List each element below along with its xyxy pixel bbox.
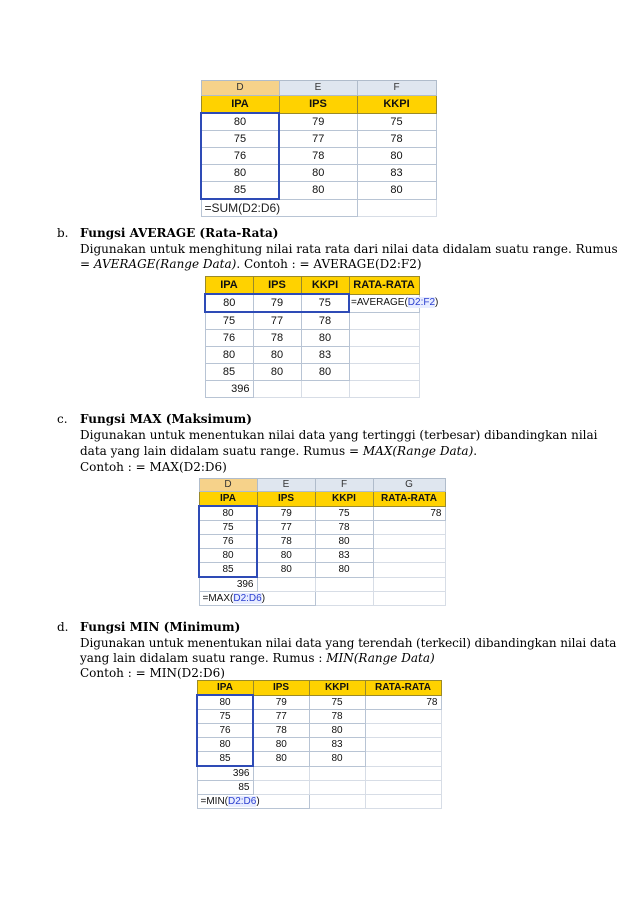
- header-cell-kkpi[interactable]: KKPI: [309, 681, 365, 696]
- empty-cell[interactable]: [349, 364, 419, 381]
- empty-cell[interactable]: [365, 710, 441, 724]
- data-cell[interactable]: 85: [197, 752, 253, 767]
- column-header-e[interactable]: E: [257, 479, 315, 492]
- section-c-line-3: Contoh : = MAX(D2:D6): [80, 460, 227, 474]
- formula-syntax: MIN(Range Data): [326, 651, 435, 665]
- data-cell[interactable]: 80: [357, 148, 436, 165]
- data-cell[interactable]: 77: [253, 312, 301, 330]
- empty-cell[interactable]: [349, 330, 419, 347]
- empty-cell[interactable]: [373, 535, 445, 549]
- sum-result-cell[interactable]: 396: [199, 577, 257, 592]
- empty-cell[interactable]: [373, 592, 445, 606]
- formula-cell[interactable]: [199, 592, 315, 606]
- data-cell[interactable]: 75: [301, 294, 349, 312]
- formula-syntax: MAX(Range Data): [362, 444, 474, 458]
- data-cell[interactable]: 80: [201, 113, 279, 131]
- header-cell-ips[interactable]: IPS: [253, 277, 301, 295]
- section-title-max: Fungsi MAX (Maksimum): [80, 412, 252, 426]
- data-cell[interactable]: 79: [253, 695, 309, 710]
- formula-function: =AVERAGE(: [351, 297, 408, 308]
- data-cell[interactable]: 75: [201, 131, 279, 148]
- text-segment: =: [80, 257, 94, 271]
- data-cell[interactable]: 77: [253, 710, 309, 724]
- list-marker-c: c.: [57, 412, 68, 426]
- data-cell[interactable]: 78: [309, 710, 365, 724]
- column-header-g[interactable]: G: [373, 479, 445, 492]
- section-d-line-3: Contoh : = MIN(D2:D6): [80, 666, 225, 680]
- data-cell[interactable]: 80: [201, 165, 279, 182]
- section-b-line-1: Digunakan untuk menghitung nilai rata rata dari nilai data didalam suatu range. Rumus: [80, 242, 618, 256]
- data-cell[interactable]: 75: [197, 710, 253, 724]
- section-d-line-2: [80, 650, 435, 666]
- section-title-average: Fungsi AVERAGE (Rata-Rata): [80, 226, 279, 240]
- data-cell[interactable]: 78: [301, 312, 349, 330]
- empty-cell[interactable]: [315, 577, 373, 592]
- data-cell[interactable]: 83: [301, 347, 349, 364]
- data-cell[interactable]: 75: [357, 113, 436, 131]
- formula-range: D2:F2: [407, 297, 436, 308]
- data-cell[interactable]: 80: [253, 364, 301, 381]
- data-cell[interactable]: 80: [309, 724, 365, 738]
- average-result-cell[interactable]: 78: [365, 695, 441, 710]
- empty-cell[interactable]: [309, 781, 365, 795]
- empty-cell[interactable]: [309, 766, 365, 781]
- column-header-e[interactable]: E: [279, 81, 357, 96]
- spreadsheet-average-image: [204, 276, 439, 406]
- formula-close: ): [261, 593, 266, 604]
- empty-cell[interactable]: [349, 347, 419, 364]
- data-cell[interactable]: 85: [205, 364, 253, 381]
- formula-function: =MAX(: [202, 593, 234, 604]
- data-cell[interactable]: 79: [253, 294, 301, 312]
- empty-cell[interactable]: [301, 381, 349, 398]
- data-cell[interactable]: 76: [205, 330, 253, 347]
- data-cell[interactable]: 85: [199, 563, 257, 578]
- data-cell[interactable]: 83: [315, 549, 373, 563]
- formula-close: ): [435, 297, 439, 308]
- data-cell[interactable]: 80: [205, 294, 253, 312]
- data-cell[interactable]: 76: [199, 535, 257, 549]
- data-cell[interactable]: 75: [199, 521, 257, 535]
- data-cell[interactable]: 78: [279, 148, 357, 165]
- spreadsheet-table: [198, 478, 446, 606]
- spreadsheet-min-image: [196, 680, 440, 812]
- max-result-cell[interactable]: 85: [197, 781, 253, 795]
- header-cell-rata-rata[interactable]: RATA-RATA: [373, 492, 445, 507]
- formula-range: D2:D6: [228, 796, 257, 807]
- list-marker-d: d.: [57, 620, 69, 634]
- data-cell[interactable]: 79: [279, 113, 357, 131]
- empty-cell[interactable]: [253, 381, 301, 398]
- empty-cell[interactable]: [373, 563, 445, 578]
- data-cell[interactable]: 76: [201, 148, 279, 165]
- empty-cell[interactable]: [365, 766, 441, 781]
- formula-range: D2:D6: [233, 593, 262, 604]
- data-cell[interactable]: 83: [357, 165, 436, 182]
- data-cell[interactable]: 76: [197, 724, 253, 738]
- section-b-line-2: [80, 256, 422, 272]
- header-cell-ipa[interactable]: IPA: [205, 277, 253, 295]
- data-cell[interactable]: 75: [315, 506, 373, 521]
- data-cell[interactable]: 80: [279, 182, 357, 200]
- data-cell[interactable]: 80: [357, 182, 436, 200]
- column-header-d[interactable]: D: [201, 81, 279, 96]
- data-cell[interactable]: 77: [257, 521, 315, 535]
- data-cell[interactable]: 80: [309, 752, 365, 767]
- section-d-line-1: Digunakan untuk menentukan nilai data yang terendah (terkecil) dibandingkan nilai data: [80, 636, 617, 650]
- data-cell[interactable]: 78: [315, 521, 373, 535]
- empty-cell[interactable]: [373, 549, 445, 563]
- empty-cell[interactable]: [373, 577, 445, 592]
- header-cell-kkpi[interactable]: KKPI: [301, 277, 349, 295]
- data-cell[interactable]: 80: [253, 738, 309, 752]
- data-cell[interactable]: 80: [257, 563, 315, 578]
- header-cell-ipa[interactable]: IPA: [197, 681, 253, 696]
- data-cell[interactable]: 80: [253, 752, 309, 767]
- empty-cell[interactable]: [253, 766, 309, 781]
- column-header-f[interactable]: F: [315, 479, 373, 492]
- formula-cell[interactable]: [197, 795, 309, 809]
- empty-cell[interactable]: [365, 781, 441, 795]
- empty-cell[interactable]: [365, 738, 441, 752]
- empty-cell[interactable]: [349, 312, 419, 330]
- empty-cell[interactable]: [365, 724, 441, 738]
- header-cell-ipa[interactable]: IPA: [199, 492, 257, 507]
- data-cell[interactable]: 80: [279, 165, 357, 182]
- formula-cell[interactable]: [201, 199, 357, 217]
- data-cell[interactable]: 78: [357, 131, 436, 148]
- data-cell[interactable]: 78: [253, 724, 309, 738]
- data-cell[interactable]: 80: [301, 364, 349, 381]
- spreadsheet-table: [196, 680, 442, 809]
- header-cell-rata-rata[interactable]: RATA-RATA: [365, 681, 441, 696]
- spreadsheet-table: [200, 80, 437, 217]
- formula-function: =MIN(: [200, 796, 228, 807]
- empty-cell[interactable]: [365, 795, 441, 809]
- spreadsheet-sum-image: [200, 80, 435, 216]
- column-header-d[interactable]: D: [199, 479, 257, 492]
- spreadsheet-max-image: [198, 478, 444, 604]
- data-cell[interactable]: 80: [253, 347, 301, 364]
- text-segment: yang lain didalam suatu range. Rumus :: [80, 651, 327, 665]
- header-cell-ips[interactable]: IPS: [279, 96, 357, 114]
- empty-cell[interactable]: [257, 577, 315, 592]
- data-cell[interactable]: 85: [201, 182, 279, 200]
- data-cell[interactable]: 80: [315, 535, 373, 549]
- header-cell-rata-rata[interactable]: RATA-RATA: [349, 277, 419, 295]
- empty-cell[interactable]: [373, 521, 445, 535]
- data-cell[interactable]: 83: [309, 738, 365, 752]
- data-cell[interactable]: 78: [257, 535, 315, 549]
- data-cell[interactable]: 80: [301, 330, 349, 347]
- data-cell[interactable]: 79: [257, 506, 315, 521]
- formula-syntax: AVERAGE(Range Data): [93, 257, 237, 271]
- empty-cell[interactable]: [357, 199, 436, 217]
- data-cell[interactable]: 80: [197, 738, 253, 752]
- header-cell-kkpi[interactable]: KKPI: [357, 96, 436, 114]
- data-cell[interactable]: 78: [253, 330, 301, 347]
- data-cell[interactable]: 80: [197, 695, 253, 710]
- section-c-line-1: Digunakan untuk menentukan nilai data yang tertinggi (terbesar) dibandingkan nilai: [80, 428, 598, 442]
- text-segment: .: [473, 444, 478, 458]
- column-header-f[interactable]: F: [357, 81, 436, 96]
- data-cell[interactable]: 80: [205, 347, 253, 364]
- data-cell[interactable]: 75: [205, 312, 253, 330]
- data-cell[interactable]: 80: [199, 549, 257, 563]
- formula-cell[interactable]: [349, 294, 439, 312]
- empty-cell[interactable]: [365, 752, 441, 767]
- header-cell-ips[interactable]: IPS: [253, 681, 309, 696]
- sum-result-cell[interactable]: 396: [197, 766, 253, 781]
- data-cell[interactable]: 77: [279, 131, 357, 148]
- data-cell[interactable]: 75: [309, 695, 365, 710]
- sum-result-cell[interactable]: 396: [205, 381, 253, 398]
- header-cell-ips[interactable]: IPS: [257, 492, 315, 507]
- header-cell-ipa[interactable]: IPA: [201, 96, 279, 114]
- formula-close: ): [256, 796, 260, 807]
- list-marker-b: b.: [57, 226, 69, 240]
- average-result-cell[interactable]: 78: [373, 506, 445, 521]
- empty-cell[interactable]: [253, 781, 309, 795]
- text-segment: . Contoh : = AVERAGE(D2:F2): [236, 257, 422, 271]
- header-cell-kkpi[interactable]: KKPI: [315, 492, 373, 507]
- empty-cell[interactable]: [315, 592, 373, 606]
- formula-text: =SUM(D2:D6): [204, 201, 281, 215]
- spreadsheet-table: [204, 276, 439, 398]
- data-cell[interactable]: 80: [199, 506, 257, 521]
- text-segment: data yang lain didalam suatu range. Rumus =: [80, 444, 363, 458]
- empty-cell[interactable]: [309, 795, 365, 809]
- data-cell[interactable]: 80: [315, 563, 373, 578]
- section-c-line-2: [80, 443, 477, 459]
- section-title-min: Fungsi MIN (Minimum): [80, 620, 241, 634]
- empty-cell[interactable]: [349, 381, 419, 398]
- data-cell[interactable]: 80: [257, 549, 315, 563]
